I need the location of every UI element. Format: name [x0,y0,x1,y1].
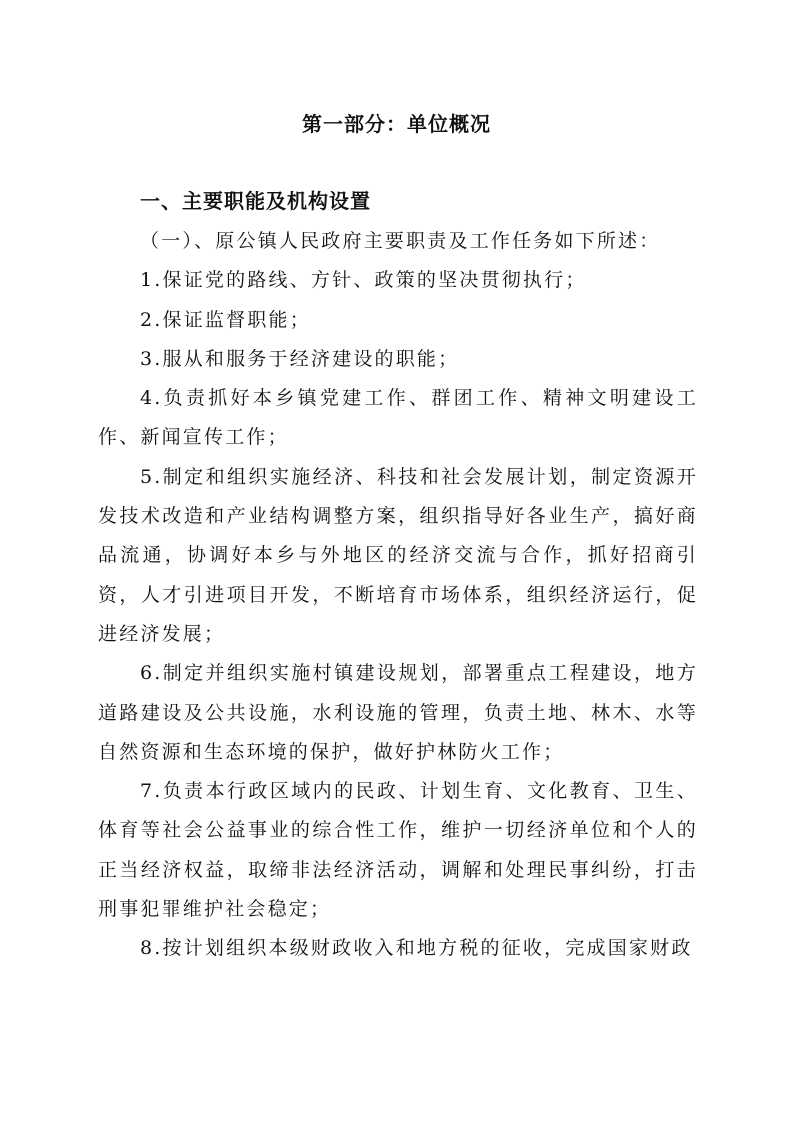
paragraph-item-5: 5.制定和组织实施经济、科技和社会发展计划，制定资源开发技术改造和产业结构调整方案，组织指导好各业生产，搞好商品流通，协调好本乡与外地区的经济交流与合作，抓好招商引资，人才引进项目开发，不断培育市场体系，组织经济运行，促进经济发展； [98,465,698,645]
paragraph-item-7: 7.负责本行政区域内的民政、计划生育、文化教育、卫生、体育等社会公益事业的综合性工作，维护一切经济单位和个人的正当经济权益，取缔非法经济活动，调解和处理民事纠纷，打击刑事犯罪维护社会稳定； [98,780,698,921]
paragraph-intro: （一）、原公镇人民政府主要职责及工作任务如下所述： [140,230,661,252]
paragraph-item-6: 6.制定并组织实施村镇建设规划，部署重点工程建设，地方道路建设及公共设施，水利设施的管理，负责土地、林木、水等自然资源和生态环境的保护，做好护林防火工作； [98,662,698,763]
paragraph-item-3: 3.服从和服务于经济建设的职能； [140,347,460,370]
paragraph-item-8: 8.按计划组织本级财政收入和地方税的征收，完成国家财政 [140,937,693,960]
part-title: 第一部分：单位概况 [302,112,491,136]
paragraph-item-4: 4.负责抓好本乡镇党建工作、群团工作、精神文明建设工作、新闻宣传工作； [98,387,698,449]
paragraph-item-2: 2.保证监督职能； [140,308,311,331]
paragraph-item-1: 1.保证党的路线、方针、政策的坚决贯彻执行； [140,269,587,292]
body-text [98,222,698,969]
section-heading: 一、主要职能及机构设置 [140,189,371,213]
